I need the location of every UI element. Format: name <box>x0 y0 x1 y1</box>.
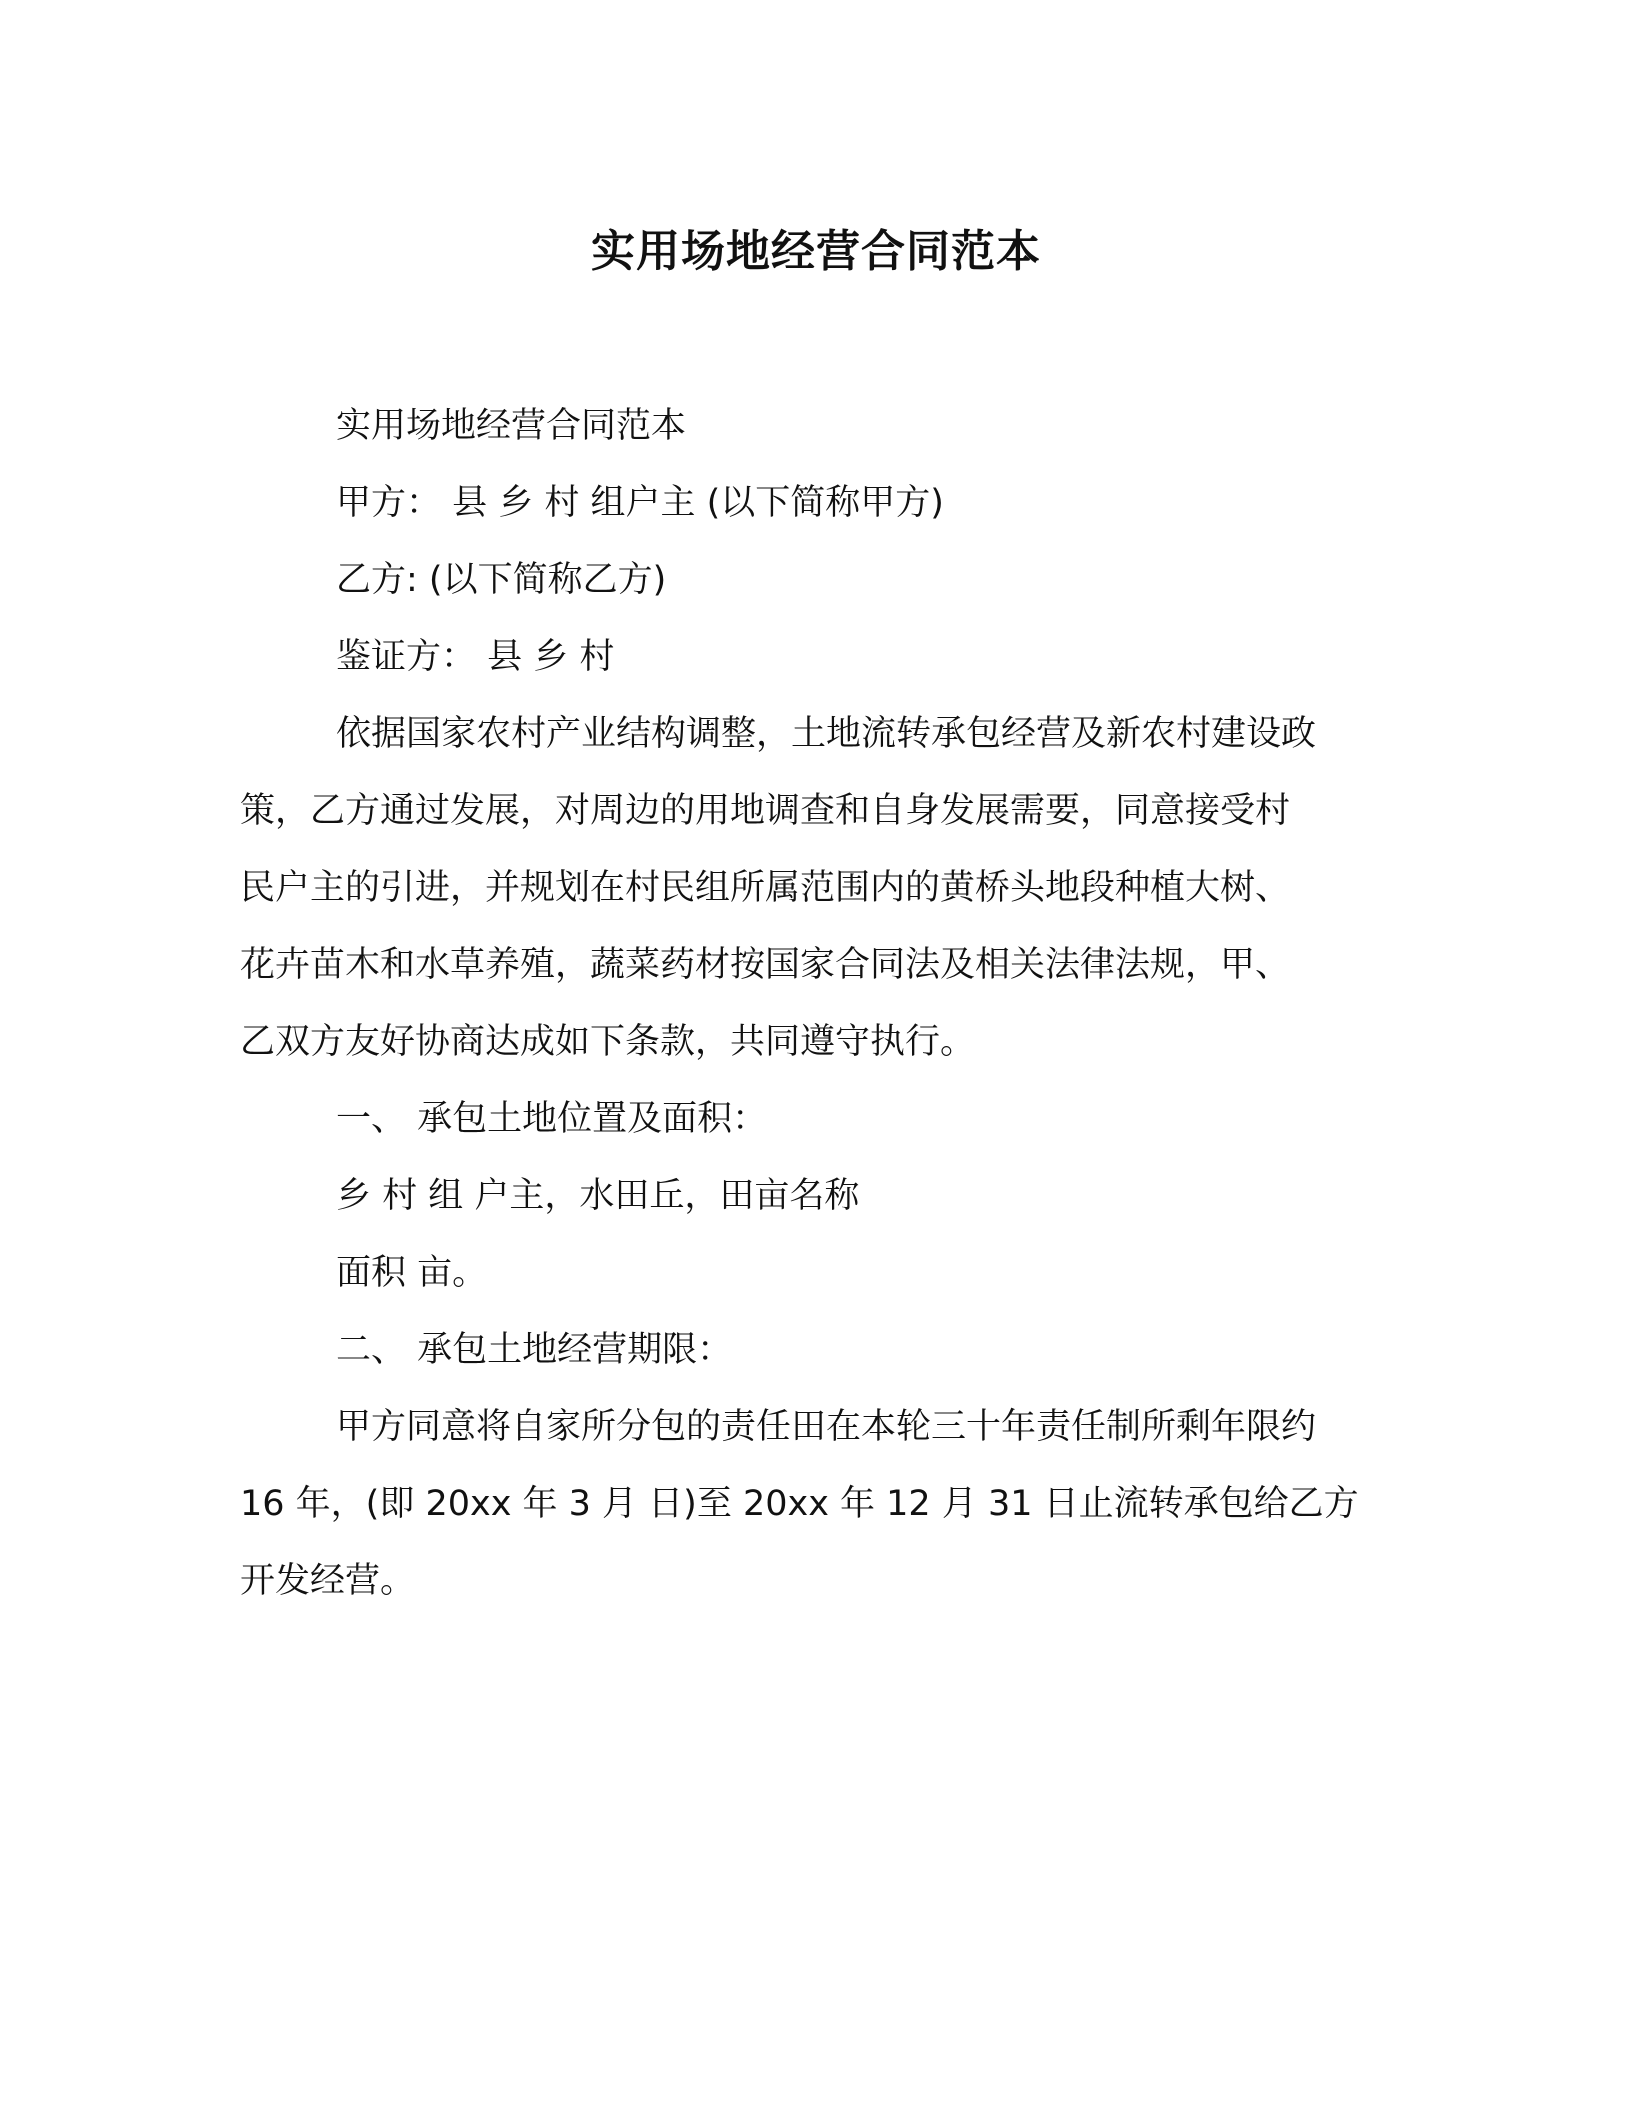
location-line: 乡 村 组 户主，水田丘，田亩名称 <box>336 1176 860 1216</box>
intro-paragraph-line: 花卉苗木和水草养殖，蔬菜药材按国家合同法及相关法律法规，甲、 <box>240 945 1291 985</box>
intro-paragraph-line: 依据国家农村产业结构调整，土地流转承包经营及新农村建设政 <box>336 714 1317 754</box>
document-body <box>240 388 1390 1620</box>
subtitle-line: 实用场地经营合同范本 <box>336 406 687 446</box>
intro-paragraph-line: 策，乙方通过发展，对周边的用地调查和自身发展需要，同意接受村 <box>240 791 1291 831</box>
section-heading-1: 一、 承包土地位置及面积： <box>336 1099 768 1139</box>
party-b-line: 乙方: (以下简称乙方) <box>336 560 667 600</box>
intro-paragraph-line: 民户主的引进，并规划在村民组所属范围内的黄桥头地段种植大树、 <box>240 868 1291 908</box>
term-paragraph-line: 开发经营。 <box>240 1561 416 1601</box>
term-paragraph-line: 16 年，(即 20xx 年 3 月 日)至 20xx 年 12 月 31 日止流转承包给乙方 <box>240 1484 1359 1524</box>
intro-paragraph-line: 乙双方友好协商达成如下条款，共同遵守执行。 <box>240 1022 976 1062</box>
document-title: 实用场地经营合同范本 <box>591 226 1041 277</box>
witness-line: 鉴证方： 县 乡 村 <box>336 637 615 677</box>
party-a-line: 甲方： 县 乡 村 组户主 (以下简称甲方) <box>336 483 944 523</box>
section-heading-2: 二、 承包土地经营期限： <box>336 1330 733 1370</box>
area-line: 面积 亩。 <box>336 1253 488 1293</box>
term-paragraph-line: 甲方同意将自家所分包的责任田在本轮三十年责任制所剩年限约 <box>336 1407 1317 1447</box>
